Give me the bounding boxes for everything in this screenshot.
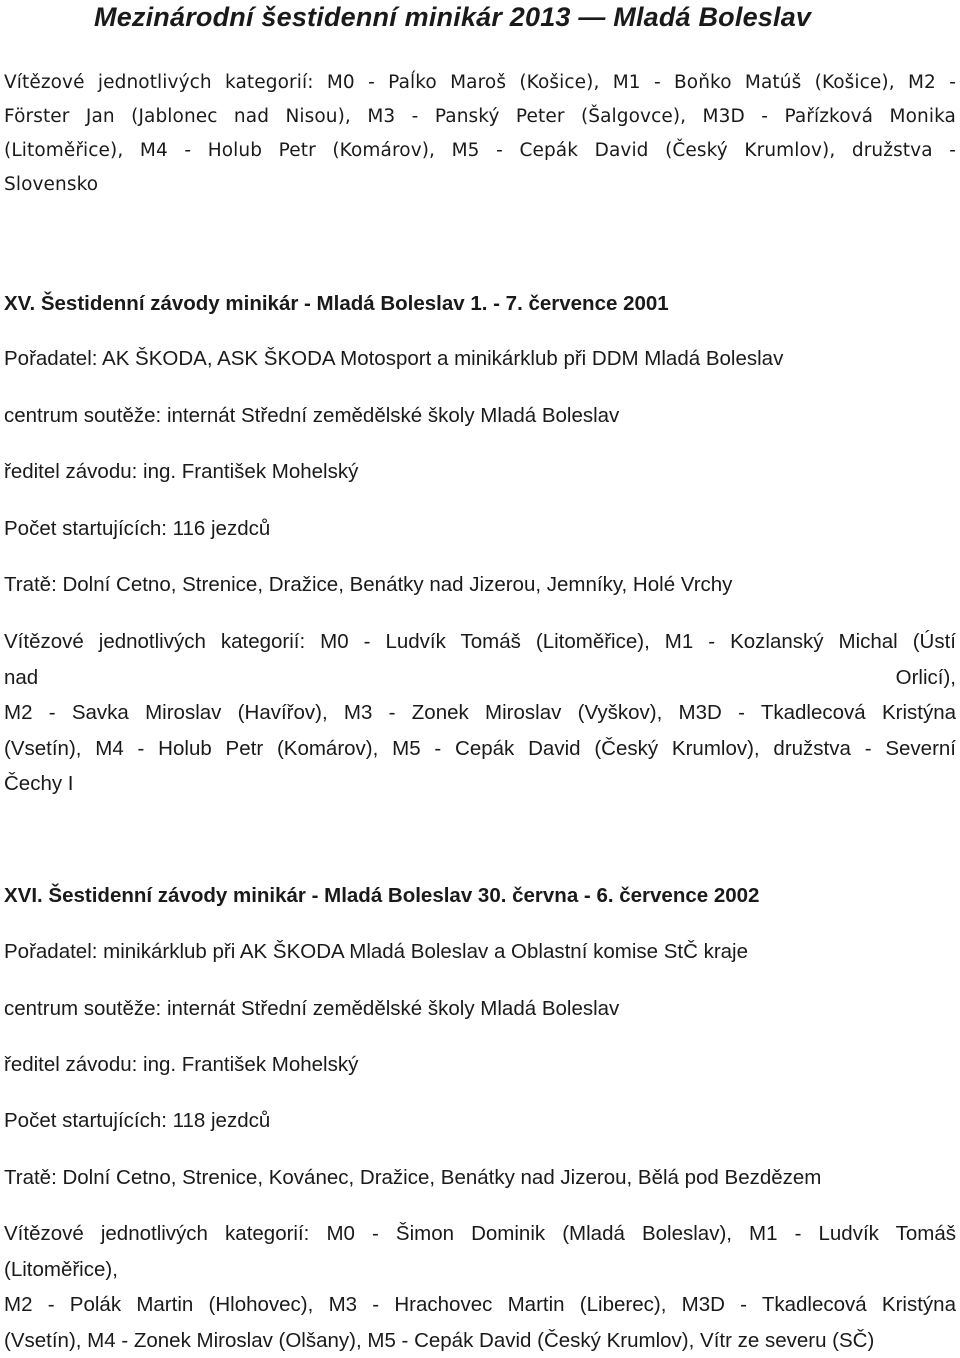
winners-paragraph	[4, 1216, 956, 1358]
intro-paragraph	[4, 66, 956, 202]
section-heading-xvi: XVI. Šestidenní závody minikár - Mladá Boleslav 30. června - 6. července 2002	[4, 882, 956, 910]
organizer-line: Pořadatel: AK ŠKODA, ASK ŠKODA Motosport a minikárklub při DDM Mladá Boleslav	[4, 345, 956, 373]
winners-line: M2 - Polák Martin (Hlohovec), M3 - Hrachovec Martin (Liberec), M3D - Tkadlecová Kristýna	[4, 1287, 956, 1323]
tracks-line: Tratě: Dolní Cetno, Strenice, Dražice, Benátky nad Jizerou, Jemníky, Holé Vrchy	[4, 571, 956, 599]
winners-line: (Vsetín), M4 - Holub Petr (Komárov), M5 - Cepák David (Český Krumlov), družstva - Severní	[4, 731, 956, 767]
winners-paragraph	[4, 624, 956, 802]
intro-line: (Litoměřice), M4 - Holub Petr (Komárov), M5 - Cepák David (Český Krumlov), družstva -	[4, 134, 956, 168]
winners-line: Čechy I	[4, 766, 956, 802]
race-director-line: ředitel závodu: ing. František Mohelský	[4, 458, 956, 486]
winners-line: Vítězové jednotlivých kategorií: M0 - Ludvík Tomáš (Litoměřice), M1 - Kozlanský Michal (Ústí	[4, 624, 956, 660]
organizer-line: Pořadatel: minikárklub při AK ŠKODA Mladá Boleslav a Oblastní komise StČ kraje	[4, 938, 956, 966]
starters-count-line: Počet startujících: 116 jezdců	[4, 515, 956, 543]
intro-line: Förster Jan (Jablonec nad Nisou), M3 - Panský Peter (Šalgovce), M3D - Pařízková Monika	[4, 100, 956, 134]
winners-line: (Litoměřice),	[4, 1252, 956, 1288]
competition-center-line: centrum soutěže: internát Střední zemědělské školy Mladá Boleslav	[4, 995, 956, 1023]
winners-line: Vítězové jednotlivých kategorií: M0 - Šimon Dominik (Mladá Boleslav), M1 - Ludvík Tomáš	[4, 1216, 956, 1252]
intro-line: Slovensko	[4, 168, 956, 202]
starters-count-line: Počet startujících: 118 jezdců	[4, 1107, 956, 1135]
winners-line: (Vsetín), M4 - Zonek Miroslav (Olšany), M5 - Cepák David (Český Krumlov), Vítr ze severu (SČ)	[4, 1323, 956, 1358]
race-director-line: ředitel závodu: ing. František Mohelský	[4, 1051, 956, 1079]
document-title: Mezinárodní šestidenní minikár 2013 — Mladá Boleslav	[94, 2, 894, 32]
winners-line: nad Orlicí),	[4, 660, 956, 696]
competition-center-line: centrum soutěže: internát Střední zemědělské školy Mladá Boleslav	[4, 402, 956, 430]
section-heading-xv: XV. Šestidenní závody minikár - Mladá Boleslav 1. - 7. července 2001	[4, 290, 956, 318]
winners-line: M2 - Savka Miroslav (Havířov), M3 - Zonek Miroslav (Vyškov), M3D - Tkadlecová Kristýna	[4, 695, 956, 731]
tracks-line: Tratě: Dolní Cetno, Strenice, Kovánec, Dražice, Benátky nad Jizerou, Bělá pod Bezdězem	[4, 1164, 956, 1192]
intro-line: Vítězové jednotlivých kategorií: M0 - Paĺko Maroš (Košice), M1 - Boňko Matúš (Košice), M2 -	[4, 66, 956, 100]
